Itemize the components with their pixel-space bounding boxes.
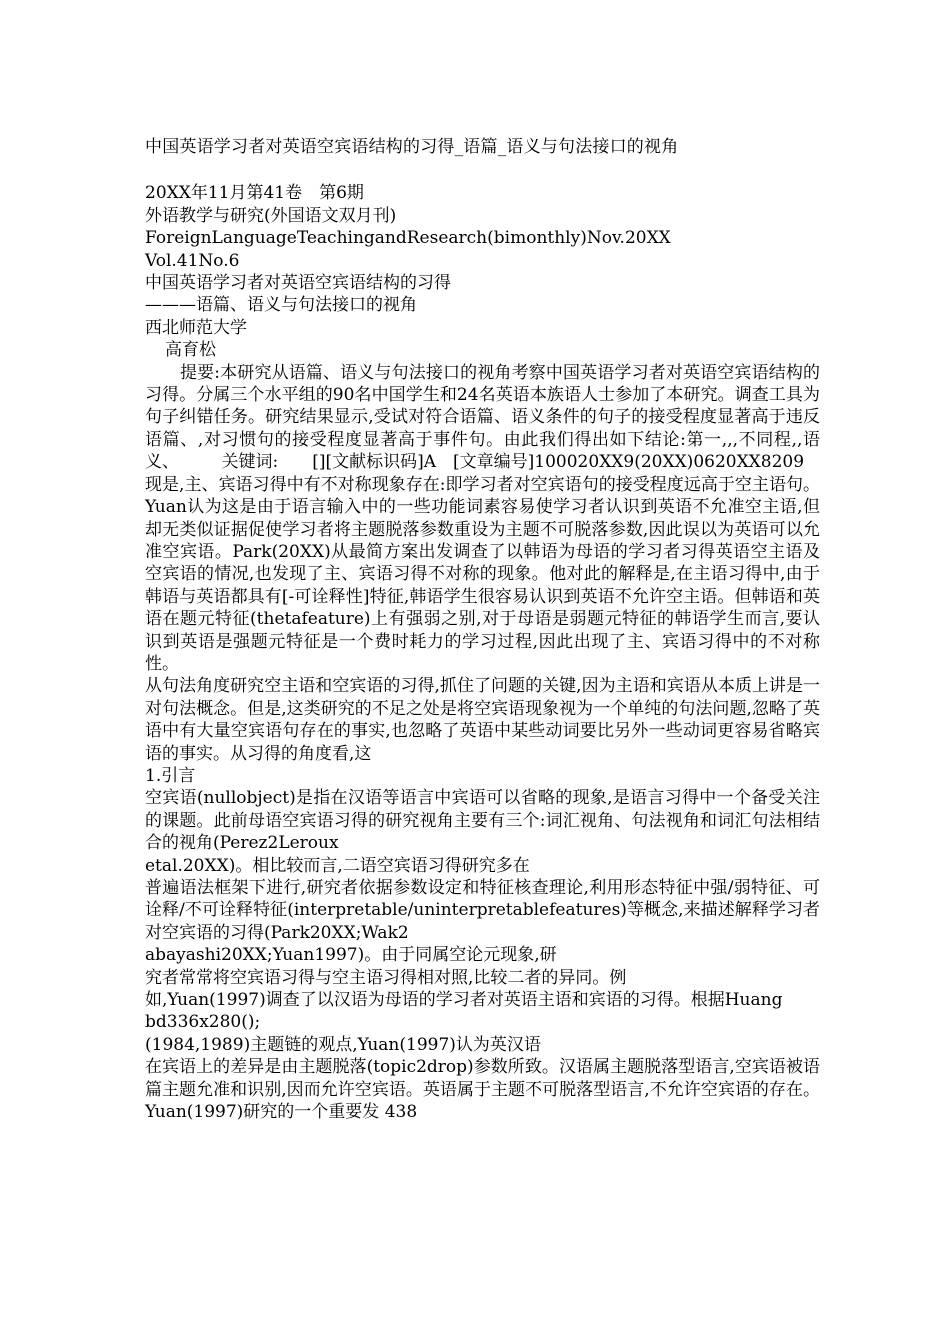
affiliation: 西北师范大学	[145, 317, 247, 338]
abstract: 提要:本研究从语篇、语义与句法接口的视角考察中国英语学习者对英语空宾语结构的习得。分属三个水平组的90名中国学生和24名英语本族语人士参加了本研究。调查工具为句子纠错任务。研究结果显示,受试对符合语篇、语义条件的句子的接受程度显著高于违反语篇、,对习惯句的接受程度显著高于事件句。由此我们得出如下结论:第一,,,不同程,,语义、 关键词: [][文献标识码]A [文章编号]100020XX9(20XX)0620XX8209	[145, 362, 820, 473]
body-paragraph-4: 普遍语法框架下进行,研究者依据参数设定和特征核查理论,利用形态特征中强/弱特征、可诠释/不可诠释特征(interpretable/uninterpretablefeatures)等概念,来描述解释学习者对空宾语的习得(Park20XX;Wak2	[145, 878, 820, 943]
section-heading: 1.引言	[145, 765, 196, 786]
body-paragraph-10: 在宾语上的差异是由主题脱落(topic2drop)参数所致。汉语属主题脱落型语言,空宾语被语篇主题允准和识别,因而允许空宾语。英语属于主题不可脱落型语言,不允许空宾语的存在。Yuan(1997)研究的一个重要发 438	[145, 1057, 820, 1123]
body-paragraph-3-cont: etal.20XX)。相比较而言,二语空宾语习得研究多在	[145, 855, 530, 876]
body-paragraph-6: 究者常常将空宾语习得与空主语习得相对照,比较二者的异同。例	[145, 967, 627, 988]
document-title: 中国英语学习者对英语空宾语结构的习得_语篇_语义与句法接口的视角	[145, 137, 679, 157]
body-paragraph-2: 从句法角度研究空主语和空宾语的习得,抓住了问题的关键,因为主语和宾语从本质上讲是一对句法概念。但是,这类研究的不足之处是将空宾语现象视为一个单纯的句法问题,忽略了英语中有大量空宾语句存在的事实,也忽略了英语中某些动词要比另外一些动词更容易省略宾语的事实。从习得的角度看,这	[145, 676, 820, 764]
body-paragraph-5: abayashi20XX;Yuan1997)。由于同属空论元现象,研	[145, 945, 557, 966]
journal-name-cn: 外语教学与研究(外国语文双月刊)	[145, 205, 397, 226]
body-paragraph-7: 如,Yuan(1997)调查了以汉语为母语的学习者对英语主语和宾语的习得。根据Huang	[145, 990, 783, 1011]
body-paragraph-1: 现是,主、宾语习得中有不对称现象存在:即学习者对空宾语句的接受程度远高于空主语句。Yuan认为这是由于语言输入中的一些功能词素容易使学习者认识到英语不允准空主语,但却无类似证据促使学习者将主题脱落参数重设为主题不可脱落参数,因此误以为英语可以允准空宾语。Park(20XX)从最简方案出发调查了以韩语为母语的学习者习得英语空主语及空宾语的情况,也发现了主、宾语习得不对称的现象。他对此的解释是,在主语习得中,由于韩语与英语都具有[-可诠释性]特征,韩语学生很容易认识到英语不允许空主语。但韩语和英语在题元特征(thetafeature)上有强弱之别,对于母语是弱题元特征的韩语学生而言,要认识到英语是强题元特征是一个费时耗力的学习过程,因此出现了主、宾语习得中的不对称性。	[145, 474, 820, 674]
body-paragraph-3: 空宾语(nullobject)是指在汉语等语言中宾语可以省略的现象,是语言习得中一个备受关注的课题。此前母语空宾语习得的研究视角主要有三个:词汇视角、句法视角和词汇句法相结合的视角(Perez2Leroux	[145, 788, 820, 854]
article-title: 中国英语学习者对英语空宾语结构的习得	[145, 273, 451, 294]
body-paragraph-9: (1984,1989)主题链的观点,Yuan(1997)认为英汉语	[145, 1034, 541, 1055]
journal-name-en: ForeignLanguageTeachingandResearch(bimonthly)Nov.20XX	[145, 228, 671, 249]
article-subtitle: ———语篇、语义与句法接口的视角	[145, 295, 417, 316]
volume-line: Vol.41No.6	[145, 250, 240, 271]
author-name: 高育松	[165, 340, 216, 361]
document-page	[145, 136, 820, 1123]
ad-placeholder-text: bd336x280();	[145, 1012, 261, 1033]
issue-line: 20XX年11月第41卷 第6期	[145, 183, 364, 204]
